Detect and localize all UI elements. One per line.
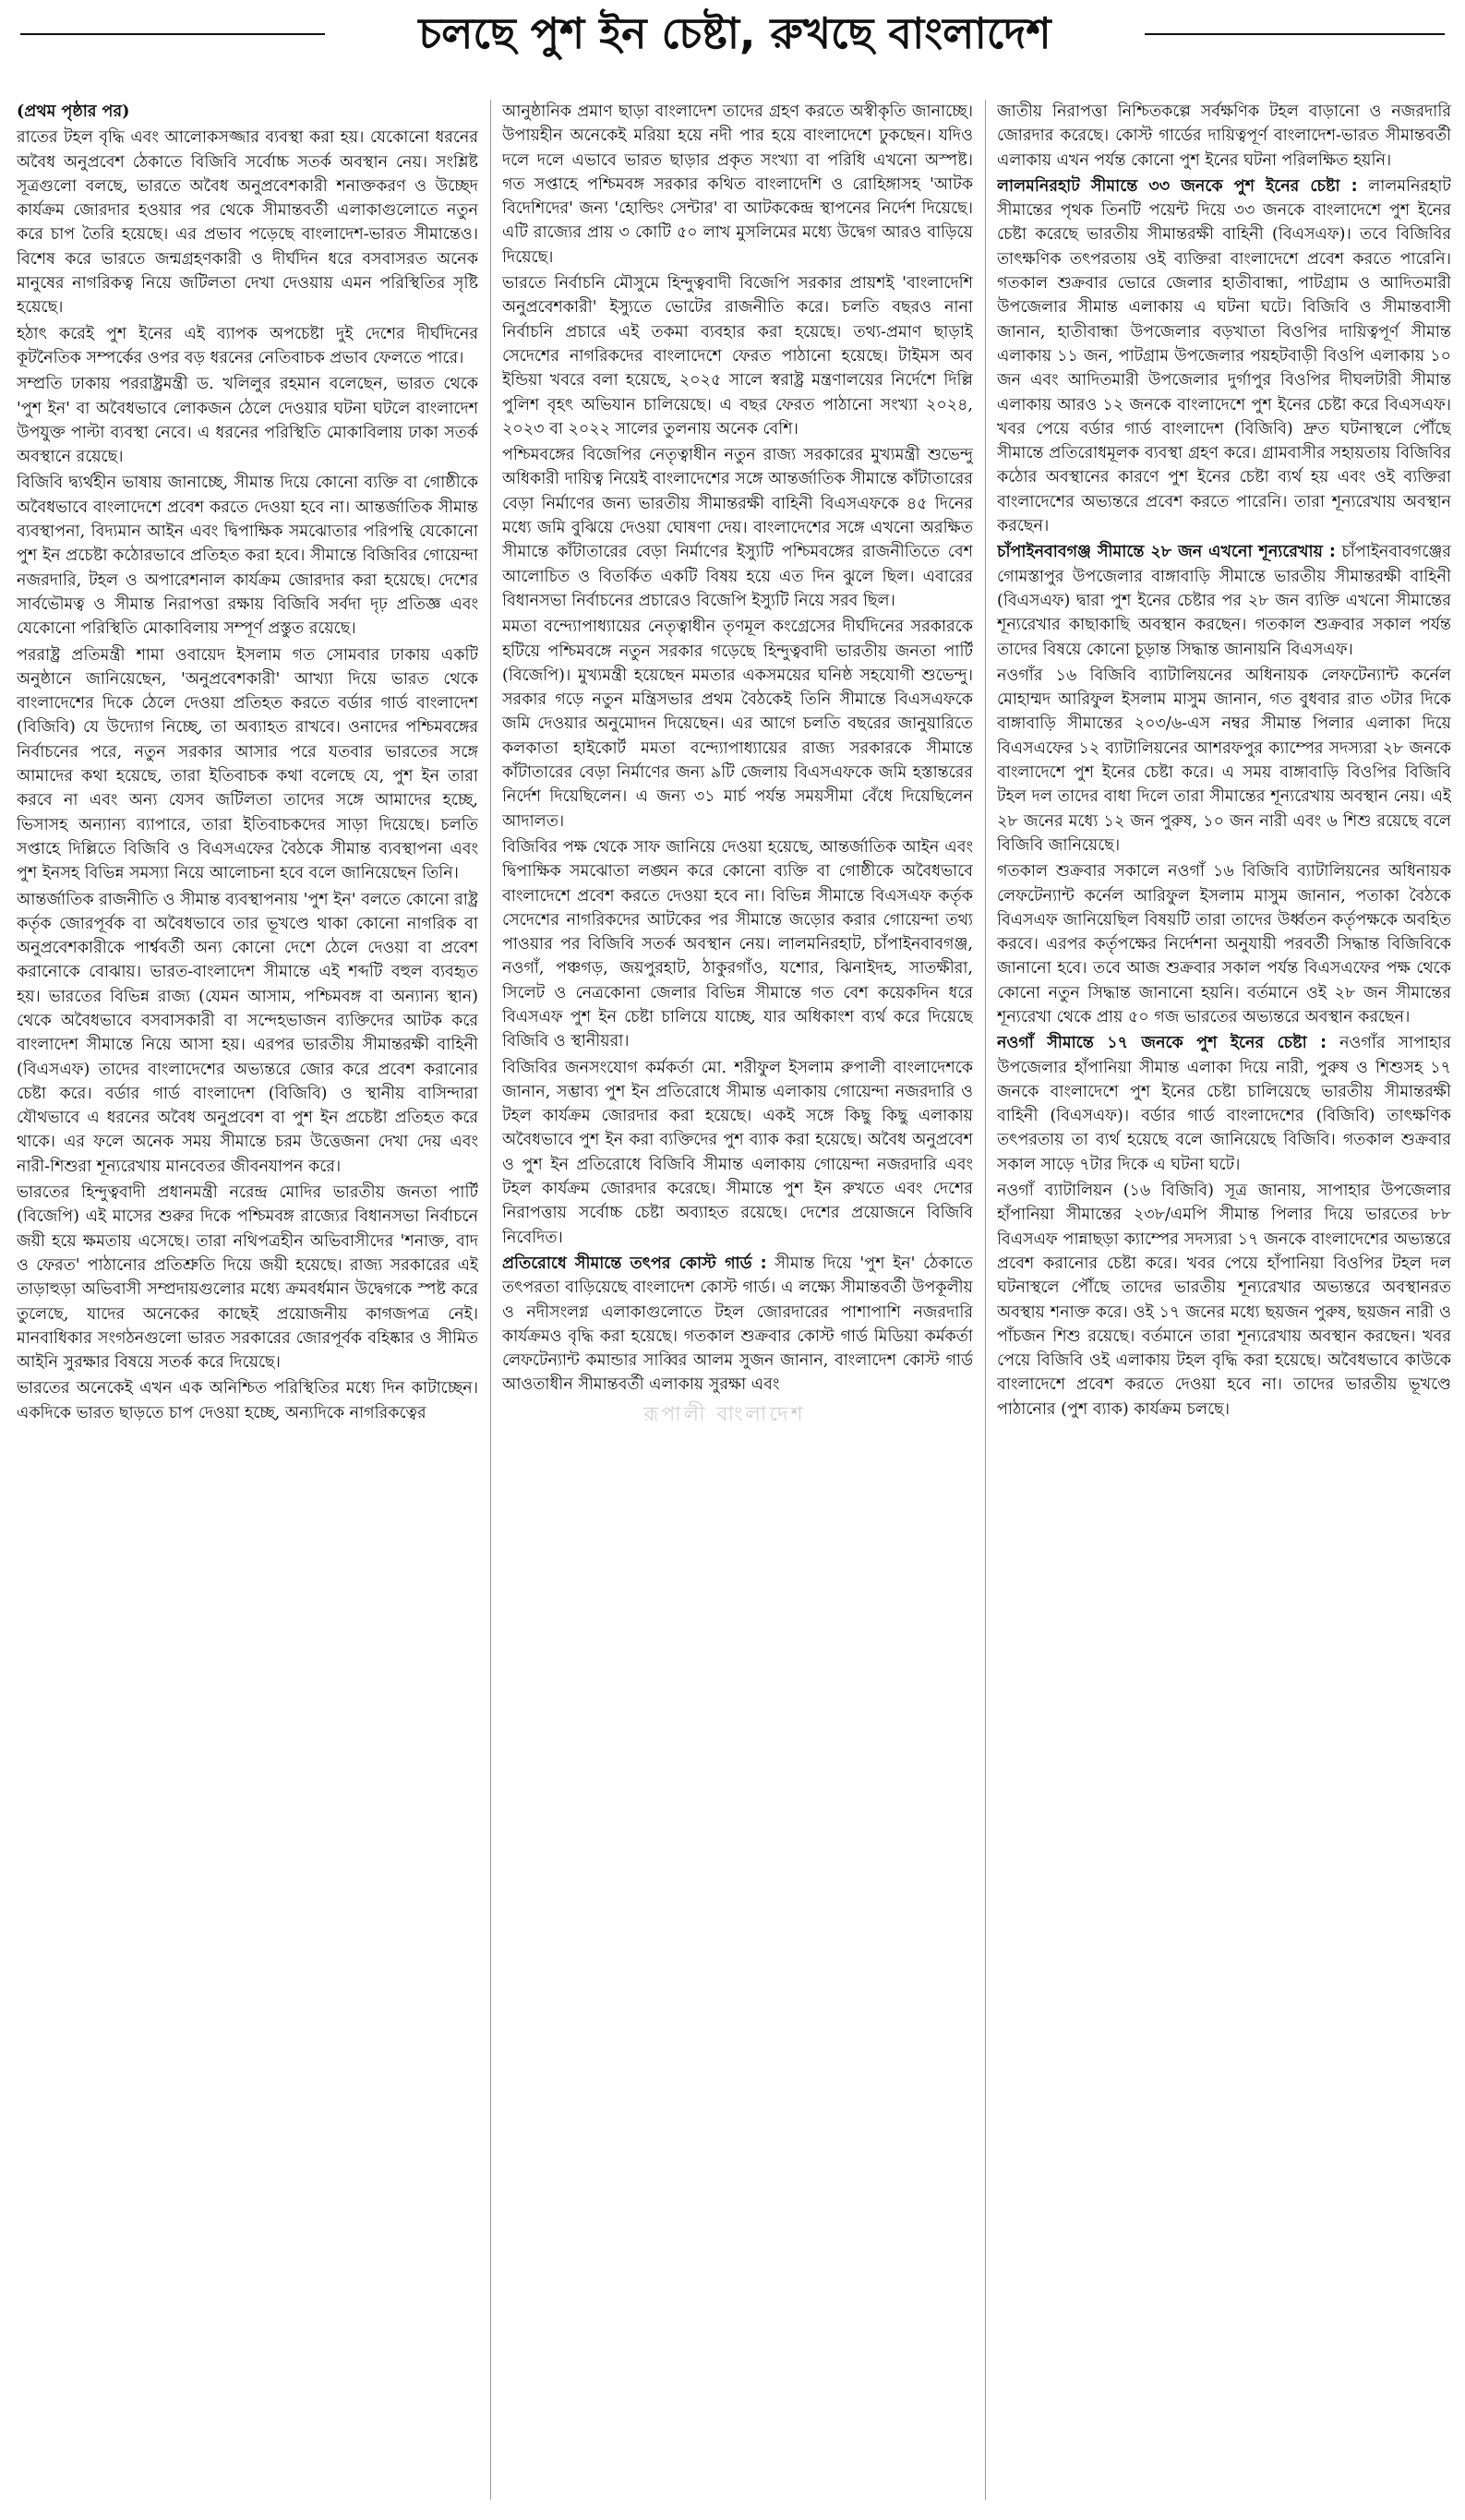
paragraph-text: চাঁপাইনবাবগঞ্জের গোমস্তাপুর উপজেলার বাঙ্গাবাড়ি সীমান্তে ভারতীয় সীমান্তরক্ষী বাহিনী (বিএসএফ) দ্বারা পুশ ইনের চেষ্টার পর ২৮ জন ব্যক্তি এখনো সীমান্তের শূন্যরেখার কাছাকাছি অবস্থান করছেন। গতকাল শুক্রবার সকাল পর্যন্ত তাদের বিষয়ে কোনো চূড়ান্ত সিদ্ধান্ত জানায়নি বিএসএফ।: [997, 543, 1451, 659]
paragraph-text: গতকাল শুক্রবার সকালে নওগাঁ ১৬ বিজিবি ব্যাটালিয়নের অধিনায়ক লেফটেন্যান্ট কর্নেল আরিফুল ইসলাম মাসুম জানান, পতাকা বৈঠকে বিএসএফ জানিয়েছিল বিষয়টি তারা তাদের উর্ধ্বতন কর্তৃপক্ষকে অবহিত করবে। এরপর কর্তৃপক্ষের নির্দেশনা অনুযায়ী পরবর্তী সিদ্ধান্ত বিজিবিকে জানানো হবে। তবে আজ শুক্রবার সকাল পর্যন্ত বিএসএফের পক্ষ থেকে কোনো নতুন সিদ্ধান্ত জানানো হয়নি। বর্তমানে ওই ২৮ জন সীমান্তের শূন্যরেখা থেকে প্রায় ৫০ গজ ভারতের অভ্যন্তরে অবস্থান করছেন।: [997, 862, 1451, 1026]
paragraph-text: সীমান্ত দিয়ে 'পুশ ইন' ঠেকাতে তৎপরতা বাড়িয়েছে বাংলাদেশ কোস্ট গার্ড। এ লক্ষ্যে সীমান্তবর্তী উপকূলীয় ও নদীসংলগ্ন এলাকাগুলোতে টহল জোরদারের পাশাপাশি নজরদারি কার্যক্রমও বৃদ্ধি করা হয়েছে। গতকাল শুক্রবার কোস্ট গার্ড মিডিয়া কর্মকর্তা লেফটেন্যান্ট কমান্ডার সাব্বির আলম সুজন জানান, বাংলাদেশ কোস্ট গার্ড আওতাধীন সীমান্তবর্তী এলাকায় সুরক্ষা এবং: [502, 1254, 973, 1395]
subheading: চাঁপাইনবাবগঞ্জ সীমান্তে ২৮ জন এখনো শূন্যরেখায় :: [997, 543, 1336, 562]
paragraph: বিজিবির পক্ষ থেকে সাফ জানিয়ে দেওয়া হয়েছে, আন্তর্জাতিক আইন এবং দ্বিপাক্ষিক সমঝোতা লঙ্ঘন করে কোনো ব্যক্তি বা গোষ্ঠীকে অবৈধভাবে বাংলাদেশে প্রবেশ করতে দেওয়া হবে না। বিভিন্ন সীমান্তে বিএসএফ কর্তৃক সেদেশের নাগরিকদের আটকের পর সীমান্তে জড়োর করার গোয়েন্দা তথ্য পাওয়ার পর বিজিবি সতর্ক অবস্থান নেয়। লালমনিরহাট, চাঁপাইনবাবগঞ্জ, নওগাঁ, পঞ্চগড়, জয়পুরহাট, ঠাকুরগাঁও, যশোর, ঝিনাইদহ, সাতক্ষীরা, সিলেট ও নেত্রকোনা জেলার বিভিন্ন সীমান্তে গত বেশ কয়েকদিন ধরে বিএসএফ পুশ ইন চেষ্টা চালিয়ে যাচ্ছে, যার অধিকাংশ ব্যর্থ করে দিয়েছে বিজিবি ও স্থানীয়রা।: [502, 837, 973, 1051]
paragraph-with-subheading: [997, 1031, 1451, 1177]
article-column-3: [997, 100, 1451, 2504]
paragraph: [997, 664, 1451, 858]
paragraph-with-subheading: [997, 174, 1451, 538]
paragraph: বিজিবি দ্ব্যর্থহীন ভাষায় জানাচ্ছে, সীমান্ত দিয়ে কোনো ব্যক্তি বা গোষ্ঠীকে অবৈধভাবে বাংলাদেশে প্রবেশ করতে দেওয়া হবে না। আন্তর্জাতিক সীমান্ত ব্যবস্থাপনা, বিদ্যমান আইন এবং দ্বিপাক্ষিক সমঝোতার পরিপন্থি যেকোনো পুশ ইন প্রচেষ্টা কঠোরভাবে প্রতিহত করা হবে। সীমান্তে বিজিবির গোয়েন্দা নজরদারি, টহল ও অপারেশনাল কার্যক্রম জোরদার করা হয়েছে। দেশের সার্বভৌমত্ব ও সীমান্ত নিরাপত্তা রক্ষায় বিজিবি সর্বদা দৃঢ় প্রতিজ্ঞ এবং যেকোনো পরিস্থিতি মোকাবিলায় সম্পূর্ণ প্রস্তুত রয়েছে।: [17, 474, 478, 639]
subheading: নওগাঁ সীমান্তে ১৭ জনকে পুশ ইনের চেষ্টা :: [997, 1034, 1327, 1053]
paragraph: পররাষ্ট্র প্রতিমন্ত্রী শামা ওবায়েদ ইসলাম গত সোমবার ঢাকায় একটি অনুষ্ঠানে জানিয়েছেন, 'অনুপ্রবেশকারী' আখ্যা দিয়ে ভারত থেকে বাংলাদেশের দিকে ঠেলে দেওয়া প্রতিহত করতে বর্ডার গার্ড বাংলাদেশ (বিজিবি) যে উদ্যোগ নিচ্ছে, তা অব্যাহত রাখবে। ওনাদের পশ্চিমবঙ্গের নির্বাচনের পরে, নতুন সরকার আসার পরে যতবার ভারতের সঙ্গে আমাদের কথা হয়েছে, তারা ইতিবাচক কথা বলেছে যে, পুশ ইন তারা করবে না এবং অন্য যেসব জটিলতা তাদের সঙ্গে আমাদের হচ্ছে, ভিসাসহ অন্যান্য ব্যাপারে, তারা ইতিবাচকদের সাড়া দিয়েছে। চলতি সপ্তাহে দিল্লিতে বিজিবি ও বিএসএফের বৈঠকে সীমান্ত ব্যবস্থাপনা এবং পুশ ইনসহ বিভিন্ন সমস্যা নিয়ে আলোচনা হবে বলে জানিয়েছেন তিনি।: [17, 645, 478, 883]
headline-rule-right: [1145, 33, 1445, 35]
paragraph: মমতা বন্দ্যোপাধ্যায়ের নেতৃত্বাধীন তৃণমূল কংগ্রেসের দীর্ঘদিনের সরকারকে হটিয়ে পশ্চিমবঙ্গে নতুন সরকার গড়েছে হিন্দুত্ববাদী ভারতীয় জনতা পার্টি (বিজেপি)। মুখ্যমন্ত্রী হয়েছেন মমতার একসময়ের ঘনিষ্ঠ সহযোগী শুভেন্দু। সরকার গড়ে নতুন মন্ত্রিসভার প্রথম বৈঠকেই তিনি সীমান্তে বিএসএফকে জমি দেওয়ার অনুমোদন দিয়েছেন। এর আগে চলতি বছরের জানুয়ারিতে কলকাতা হাইকোর্ট মমতা বন্দ্যোপাধ্যায়ের রাজ্য সরকারকে সীমান্তে কাঁটাতারের বেড়া নির্মাণের জন্য ৯টি জেলায় বিএসএফকে জমি হস্তান্তরের নির্দেশ দিয়েছিলেন। এ জন্য ৩১ মার্চ পর্যন্ত সময়সীমা বেঁধে দিয়েছিলেন আদালত।: [502, 618, 973, 831]
column-divider: [490, 100, 491, 2500]
paragraph-text: নওগাঁর ১৬ বিজিবি ব্যাটালিয়নের অধিনায়ক লেফটেন্যান্ট কর্নেল মোহাম্মদ আরিফুল ইসলাম মাসুম জানান, গত বুধবার রাত ৩টার দিকে বাঙ্গাবাড়ি সীমান্তের ২০৩/৬-এস নম্বর সীমান্ত পিলার এলাকা দিয়ে বিএসএফের ১২ ব্যাটালিয়নের আশরফপুর ক্যাম্পের সদস্যরা ২৮ জনকে বাংলাদেশে পুশ ইনের চেষ্টা করে। এ সময় বাঙ্গাবাড়ি বিওপির বিজিবি টহল দল তাদের বাধা দিলে তারা সীমান্তের শূন্যরেখায় অবস্থান নেয়। এই ২৮ জনের মধ্যে ১২ জন পুরুষ, ১০ জন নারী এবং ৬ শিশু রয়েছে বলে বিজিবি জানিয়েছে।: [997, 666, 1451, 855]
paragraph: রাতের টহল বৃদ্ধি এবং আলোকসজ্জার ব্যবস্থা করা হয়। যেকোনো ধরনের অবৈধ অনুপ্রবেশ ঠেকাতে বিজিবি সর্বোচ্চ সতর্ক অবস্থান নেয়। সংশ্লিষ্ট সূত্রগুলো বলছে, ভারতে অবৈধ অনুপ্রবেশকারী শনাক্তকরণ ও উচ্ছেদ কার্যক্রম জোরদার হওয়ার পর থেকে সীমান্তবর্তী এলাকাগুলোতে নতুন করে চাপ তৈরি হয়েছে। এর প্রভাব পড়েছে বাংলাদেশ-ভারত সীমান্তেও। বিশেষ করে ভারতে জন্মগ্রহণকারী ও দীর্ঘদিন ধরে বসবাসরত অনেক মানুষের নাগরিকত্ব নিয়ে জটিলতা দেখা দেওয়ায় এমন পরিস্থিতির সৃষ্টি হয়েছে।: [17, 128, 478, 318]
paragraph: ভারতের হিন্দুত্ববাদী প্রধানমন্ত্রী নরেন্দ্র মোদির ভারতীয় জনতা পার্টি (বিজেপি) এই মাসের শুরুর দিকে পশ্চিমবঙ্গ রাজ্যের বিধানসভা নির্বাচনে জয়ী হয়ে ক্ষমতায় এসেছে। তারা নথিপত্রহীন অভিবাসীদের 'শনাক্ত, বাদ ও ফেরত' পাঠানোর প্রতিশ্রুতি দিয়ে জয়ী হয়েছে। রাজ্য সরকারের এই তাড়াহুড়া অভিবাসী সম্প্রদায়গুলোর মধ্যে ক্রমবর্ধমান উদ্বেগকে স্পষ্ট করে তুলেছে, যাদের অনেকের কাছেই প্রয়োজনীয় কাগজপত্র নেই। মানবাধিকার সংগঠনগুলো ভারত সরকারের জোরপূর্বক বহিষ্কার ও সীমিত আইনি সুরক্ষার বিষয়ে সতর্ক করে দিয়েছে।: [17, 1183, 478, 1373]
paragraph: [997, 859, 1451, 1029]
paragraph: পশ্চিমবঙ্গের বিজেপির নেতৃত্বাধীন নতুন রাজ্য সরকারের মুখ্যমন্ত্রী শুভেন্দু অধিকারী দায়িত্ব নিয়েই বাংলাদেশের সঙ্গে আন্তর্জাতিক সীমান্তে কাঁটাতারের বেড়া নির্মাণের জন্য ভারতীয় সীমান্তরক্ষী বাহিনী বিএসএফকে ৪৫ দিনের মধ্যে জমি বুঝিয়ে দেওয়া ঘোষণা দেয়। বাংলাদেশের সঙ্গে এখনো অরক্ষিত সীমান্তে কাঁটাতারের বেড়া নির্মাণের ইস্যুটি পশ্চিমবঙ্গের রাজনীতিতে বেশ আলোচিত ও বিতর্কিত একটি বিষয় হয়ে এত দিন ঝুলে ছিল। এবারের বিধানসভা নির্বাচনের প্রচারেও বিজেপি ইস্যুটি নিয়ে সরব ছিল।: [502, 446, 973, 610]
headline: চলছে পুশ ইন চেষ্টা, রুখছে বাংলাদেশ: [418, 8, 1051, 58]
paragraph: বিজিবির জনসংযোগ কর্মকর্তা মো. শরীফুল ইসলাম রুপালী বাংলাদেশকে জানান, সম্ভাব্য পুশ ইন প্রতিরোধে সীমান্ত এলাকায় গোয়েন্দা নজরদারি ও টহল কার্যক্রম জোরদার করা হয়েছে। একই সঙ্গে কিছু কিছু এলাকায় অবৈধভাবে পুশ ইন করা ব্যক্তিদের পুশ ব্যাক করা হয়েছে। অবৈধ অনুপ্রবেশ ও পুশ ইন প্রতিরোধে বিজিবি সীমান্ত এলাকায় গোয়েন্দা নজরদারি এবং টহল কার্যক্রম জোরদার করেছে। সীমান্তে পুশ ইন রুখতে এবং দেশের নিরাপত্তায় সর্বোচ্চ চেষ্টা অব্যাহত রয়েছে। দেশের প্রয়োজনে বিজিবি নিবেদিত।: [502, 1058, 973, 1247]
article-column-2: [502, 100, 973, 2504]
subheading: লালমনিরহাট সীমান্তে ৩৩ জনকে পুশ ইনের চেষ্টা :: [997, 176, 1358, 196]
headline-rule-left: [20, 33, 325, 35]
paragraph-text: লালমনিরহাট সীমান্তের পৃথক তিনটি পয়েন্ট দিয়ে ৩৩ জনকে বাংলাদেশে পুশ ইনের চেষ্টা করেছে ভারতীয় সীমান্তরক্ষী বাহিনী (বিএসএফ)। তবে বিজিবির তাৎক্ষণিক তৎপরতায় ওই ব্যক্তিরা বাংলাদেশে প্রবেশ করতে পারেনি। গতকাল শুক্রবার ভোরে জেলার হাতীবান্ধা, পাটগ্রাম ও আদিতমারী উপজেলার সীমান্ত এলাকায় এ ঘটনা ঘটে। বিজিবি ও সীমান্তবাসী জানান, হাতীবান্ধা উপজেলার বড়খাতা বিওপির দায়িত্বপূর্ণ সীমান্ত এলাকায় ১১ জন, পাটগ্রাম উপজেলার পয়হটবাড়ী বিওপি এলাকায় ১০ জন এবং আদিতমারী উপজেলার দুর্গাপুর বিওপির দীঘলটারী সীমান্ত এলাকায় আরও ১২ জনকে বাংলাদেশে পুশ ইনের চেষ্টা করে বিএসএফ। খবর পেয়ে বর্ডার গার্ড বাংলাদেশ (বিজিবি) দ্রুত ঘটনাস্থলে পৌঁছে সীমান্তে প্রতিরোধমূলক ব্যবস্থা গ্রহণ করে। গ্রামবাসীর সহায়তায় বিজিবির কঠোর অবস্থানের কারণে পুশ ইনের চেষ্টা ব্যর্থ হয় এবং ওই ব্যক্তিরা বাংলাদেশের অভ্যন্তরে প্রবেশ করতে পারেনি। তারা শূন্যরেখায় অবস্থান করছেন।: [997, 176, 1451, 536]
article-column-1: [17, 100, 478, 2504]
watermark: রূপালী বাংলাদেশ: [643, 1403, 806, 1426]
paragraph: [997, 1179, 1451, 1422]
column-divider: [985, 100, 986, 2500]
paragraph: ভারতে নির্বাচনি মৌসুমে হিন্দুত্ববাদী বিজেপি সরকার প্রায়শই 'বাংলাদেশি অনুপ্রবেশকারী' ইস্যুতে ভোটের রাজনীতি করে। চলতি বছরও নানা নির্বাচনি প্রচারে এই তকমা ব্যবহার করা হয়েছে। তথ্য-প্রমাণ ছাড়াই সেদেশের নাগরিকদের বাংলাদেশে ফেরত পাঠানো হয়েছে। টাইমস অব ইন্ডিয়া খবরে বলা হয়েছে, ২০২৫ সালে স্বরাষ্ট্র মন্ত্রণালয়ের নির্দেশে দিল্লি পুলিশ বৃহৎ অভিযান চালিয়েছে। এ বছর ফেরত পাঠানো সংখ্যা ২০২৪, ২০২৩ বা ২০২২ সালের তুলনায় অনেক বেশি।: [502, 274, 973, 438]
subheading: প্রতিরোধে সীমান্তে তৎপর কোস্ট গার্ড :: [502, 1254, 767, 1273]
continuation-label: (প্রথম পৃষ্ঠার পর): [17, 102, 130, 121]
headline-row: [0, 0, 1465, 72]
paragraph: আন্তর্জাতিক রাজনীতি ও সীমান্ত ব্যবস্থাপনায় 'পুশ ইন' বলতে কোনো রাষ্ট্র কর্তৃক জোরপূর্বক বা অবৈধভাবে তার ভূখণ্ডে থাকা কোনো নাগরিক বা অনুপ্রবেশকারীকে পার্শ্ববর্তী অন্য কোনো দেশে ঠেলে দেওয়া বা প্রবেশ করানোকে বোঝায়। ভারত-বাংলাদেশ সীমান্তে এই শব্দটি বহুল ব্যবহৃত হয়। ভারতের বিভিন্ন রাজ্য (যেমন আসাম, পশ্চিমবঙ্গ বা অন্যান্য স্থান) থেকে অবৈধভাবে বসবাসকারী বা সন্দেহভাজন ব্যক্তিদের আটক করে বাংলাদেশ সীমান্তে নিয়ে আসা হয়। এরপর ভারতীয় সীমান্তরক্ষী বাহিনী (বিএসএফ) তাদের বাংলাদেশের অভ্যন্তরে জোর করে প্রবেশ করানোর চেষ্টা করে। বর্ডার গার্ড বাংলাদেশ (বিজিবি) ও স্থানীয় বাসিন্দারা যৌথভাবে এ ধরনের অবৈধ অনুপ্রবেশ বা পুশ ইন প্রচেষ্টা প্রতিহত করে থাকে। এর ফলে অনেক সময় সীমান্তে চরম উত্তেজনা দেখা দেয় এবং নারী-শিশুরা শূন্যরেখায় মানবেতর জীবনযাপন করে।: [17, 890, 478, 1176]
paragraph: আনুষ্ঠানিক প্রমাণ ছাড়া বাংলাদেশ তাদের গ্রহণ করতে অস্বীকৃতি জানাচ্ছে। উপায়হীন অনেকেই মরিয়া হয়ে নদী পার হয়ে বাংলাদেশে ঢুকছেন। যদিও দলে দলে এভাবে ভারত ছাড়ার প্রকৃত সংখ্যা বা পরিধি এখনো অস্পষ্ট। গত সপ্তাহে পশ্চিমবঙ্গ সরকার কথিত বাংলাদেশি ও রোহিঙ্গাসহ 'আটক বিদেশিদের' জন্য 'হোল্ডিং সেন্টার' বা আটককেন্দ্র স্থাপনের নির্দেশ দিয়েছে। এটি রাজ্যের প্রায় ৩ কোটি ৫০ লাখ মুসলিমের মধ্যে উদ্বেগ আরও বাড়িয়ে দিয়েছে।: [502, 102, 973, 267]
paragraph-text: নওগাঁর সাপাহার উপজেলার হাঁপানিয়া সীমান্ত এলাকা দিয়ে নারী, পুরুষ ও শিশুসহ ১৭ জনকে বাংলাদেশে পুশ ইনের চেষ্টা চালিয়েছে ভারতীয় সীমান্তরক্ষী বাহিনী (বিএসএফ)। বর্ডার গার্ড বাংলাদেশের (বিজিবি) তাৎক্ষণিক তৎপরতায় তা ব্যর্থ হয়েছে বলে জানিয়েছে বিজিবি। গতকাল শুক্রবার সকাল সাড়ে ৭টার দিকে এ ঘটনা ঘটে।: [997, 1034, 1451, 1174]
paragraph: জাতীয় নিরাপত্তা নিশ্চিতকল্পে সর্বক্ষণিক টহল বাড়ানো ও নজরদারি জোরদার করেছে। কোস্ট গার্ডের দায়িত্বপূর্ণ বাংলাদেশ-ভারত সীমান্তবর্তী এলাকায় এখন পর্যন্ত কোনো পুশ ইনের ঘটনা পরিলক্ষিত হয়নি।: [997, 102, 1451, 170]
paragraph: সম্প্রতি ঢাকায় পররাষ্ট্রমন্ত্রী ড. খলিলুর রহমান বলেছেন, ভারত থেকে 'পুশ ইন' বা অবৈধভাবে লোকজন ঠেলে দেওয়ার ঘটনা ঘটলে বাংলাদেশ উপযুক্ত পাল্টা ব্যবস্থা নেবে। এ ধরনের পরিস্থিতি মোকাবিলায় ঢাকা সতর্ক অবস্থানে রয়েছে।: [17, 375, 478, 467]
paragraph-text: নওগাঁ ব্যাটালিয়ন (১৬ বিজিবি) সূত্র জানায়, সাপাহার উপজেলার হাঁপানিয়া সীমান্তের ২৩৮/এমপি সীমান্ত পিলার দিয়ে ভারতের ৮৮ বিএসএফ পান্নাছড়া ক্যাম্পের সদস্যরা ১৭ জনকে বাংলাদেশের অভ্যন্তরে প্রবেশ করানোর চেষ্টা করে। খবর পেয়ে হাঁপানিয়া বিওপির টহল দল ঘটনাস্থলে পৌঁছে তাদের ভারতীয় শূন্যরেখার অভ্যন্তরে অবস্থানরত অবস্থায় শনাক্ত করে। ওই ১৭ জনের মধ্যে ছয়জন পুরুষ, ছয়জন নারী ও পাঁচজন শিশু রয়েছে। বর্তমানে তারা শূন্যরেখায় অবস্থান করছেন। খবর পেয়ে বিজিবি ওই এলাকায় টহল বৃদ্ধি করা হয়েছে। অবৈধভাবে কাউকে বাংলাদেশে প্রবেশ করতে দেওয়া হবে না। তাদের ভারতীয় ভূখণ্ডে পাঠানোর (পুশ ব্যাক) কার্যক্রম চলছে।: [997, 1182, 1451, 1419]
paragraph: হঠাৎ করেই পুশ ইনের এই ব্যাপক অপচেষ্টা দুই দেশের দীর্ঘদিনের কূটনৈতিক সম্পর্কের ওপর বড় ধরনের নেতিবাচক প্রভাব ফেলতে পারে।: [17, 324, 478, 367]
paragraph-with-subheading: [502, 1252, 973, 1398]
paragraph: ভারতের অনেকেই এখন এক অনিশ্চিত পরিস্থিতির মধ্যে দিন কাটাচ্ছেন। একদিকে ভারত ছাড়তে চাপ দেওয়া হচ্ছে, অন্যদিকে নাগরিকত্বের: [17, 1379, 478, 1422]
paragraph-with-subheading: [997, 540, 1451, 661]
